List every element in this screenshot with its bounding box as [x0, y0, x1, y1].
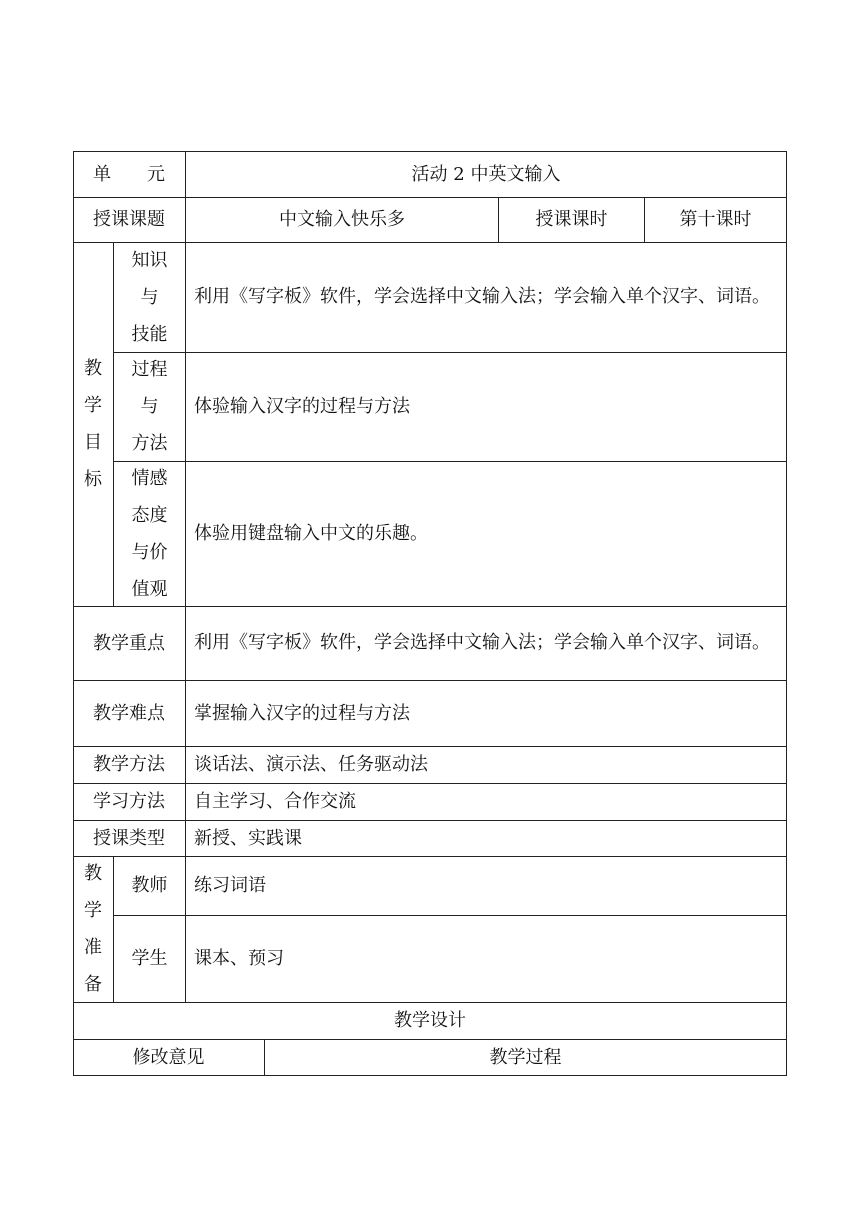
lesson-type-text: 新授、实践课 [194, 827, 302, 849]
prep-student-text: 课本、预习 [194, 948, 284, 969]
goal-attitude-label: 情感 态度 与价 值观 [131, 467, 168, 600]
prep-student-label: 学生 [131, 948, 168, 969]
design-col-revision: 修改意见 [132, 1046, 205, 1068]
design-title: 教学设计 [394, 1010, 466, 1031]
method-text: 谈话法、演示法、任务驱动法 [194, 754, 428, 775]
goal-attitude-text: 体验用键盘输入中文的乐趣。 [194, 523, 428, 544]
lesson-plan-table [73, 151, 787, 1076]
topic-value: 中文输入快乐多 [279, 209, 405, 230]
difficulty-text: 掌握输入汉字的过程与方法 [194, 702, 410, 724]
method-label: 教学方法 [93, 754, 165, 775]
prep-label: 教 学 准 备 [84, 863, 102, 995]
topic-label: 授课课题 [93, 209, 165, 230]
study-label: 学习方法 [93, 791, 165, 812]
key-point-text: 利用《写字板》软件，学会选择中文输入法；学会输入单个汉字、词语。 [194, 632, 770, 653]
hours-value: 第十课时 [679, 209, 752, 230]
goal-process-text: 体验输入汉字的过程与方法 [194, 396, 410, 417]
study-text: 自主学习、合作交流 [194, 791, 356, 812]
prep-teacher-text: 练习词语 [194, 875, 266, 896]
lesson-type-label: 授课类型 [93, 827, 165, 849]
design-col-process: 教学过程 [489, 1046, 562, 1068]
goal-process-label: 过程 与 方法 [131, 359, 168, 454]
key-point-label: 教学重点 [93, 632, 165, 654]
goals-label: 教 学 目 标 [84, 358, 102, 490]
prep-teacher-label: 教师 [131, 875, 168, 896]
goal-knowledge-text: 利用《写字板》软件，学会选择中文输入法；学会输入单个汉字、词语。 [194, 286, 770, 307]
rule [786, 151, 787, 1076]
goal-knowledge-label: 知识 与 技能 [131, 249, 168, 345]
unit-value: 活动 2 中英文输入 [411, 163, 561, 185]
unit-label: 单 元 [93, 163, 165, 185]
difficulty-label: 教学难点 [93, 702, 165, 724]
hours-label: 授课课时 [535, 209, 608, 230]
